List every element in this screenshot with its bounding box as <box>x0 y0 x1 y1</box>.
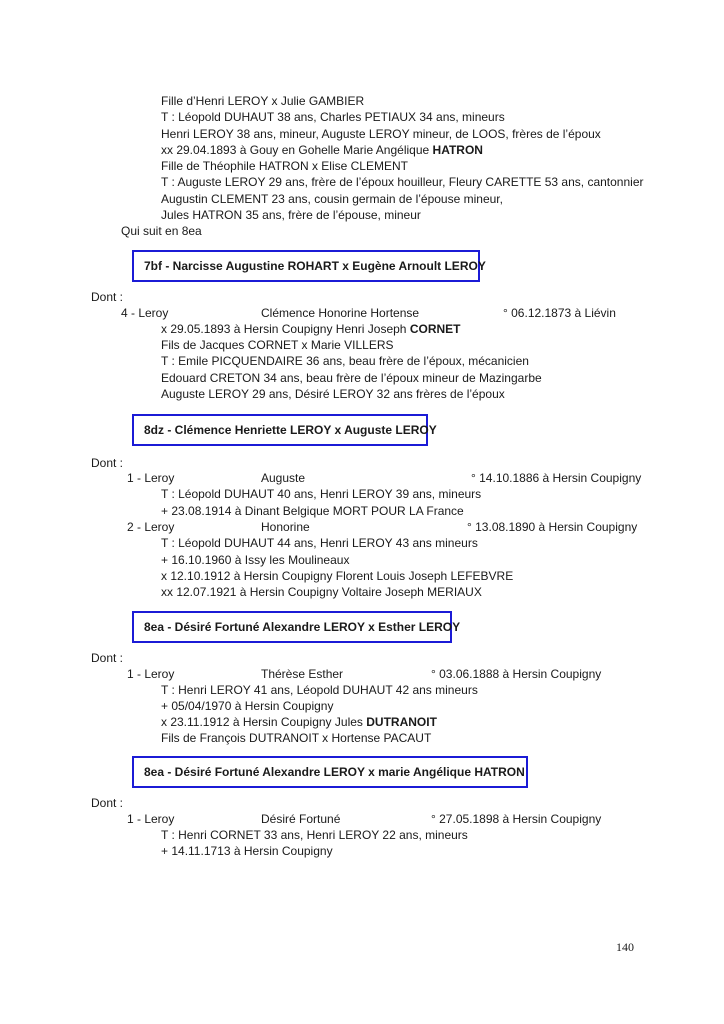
text-segment: x 29.05.1893 à Hersin Coupigny Henri Joseph <box>161 322 410 336</box>
text-line: Auguste LEROY 29 ans, Désiré LEROY 32 ans frères de l’époux <box>161 387 505 401</box>
text-line: T : Léopold DUHAUT 44 ans, Henri LEROY 43 ans mineurs <box>161 536 478 550</box>
text-line <box>161 714 437 730</box>
text-line: Qui suit en 8ea <box>121 224 202 238</box>
section-heading-box: 8ea - Désiré Fortuné Alexandre LEROY x Esther LEROY <box>132 611 452 643</box>
text-line <box>161 142 483 158</box>
child-birth: ° 03.06.1888 à Hersin Coupigny <box>431 667 602 681</box>
text-segment: x 23.11.1912 à Hersin Coupigny Jules <box>161 715 367 729</box>
child-name: Auguste <box>261 471 306 485</box>
child-birth: ° 13.08.1890 à Hersin Coupigny <box>467 520 638 534</box>
bold-name: CORNET <box>409 322 461 336</box>
text-line: Fils de François DUTRANOIT x Hortense PACAUT <box>161 731 432 745</box>
text-line: Augustin CLEMENT 23 ans, cousin germain de l’épouse mineur, <box>161 192 503 206</box>
text-line: T : Henri CORNET 33 ans, Henri LEROY 22 ans, mineurs <box>161 828 468 842</box>
text-line <box>161 321 461 337</box>
child-name: Désiré Fortuné <box>261 812 341 826</box>
text-line: Edouard CRETON 34 ans, beau frère de l’époux mineur de Mazingarbe <box>161 371 542 385</box>
text-line: T : Emile PICQUENDAIRE 36 ans, beau frère de l’époux, mécanicien <box>161 354 529 368</box>
dont-label: Dont : <box>91 796 124 810</box>
text-line: Fille de Théophile HATRON x Elise CLEMENT <box>161 159 408 173</box>
dont-label: Dont : <box>91 456 124 470</box>
text-line: T : Léopold DUHAUT 38 ans, Charles PETIAUX 34 ans, mineurs <box>161 110 505 124</box>
child-number: 4 - Leroy <box>121 306 169 320</box>
child-number: 1 - Leroy <box>127 667 175 681</box>
child-name: Honorine <box>261 520 310 534</box>
page-number: 140 <box>616 940 634 954</box>
text-line: Henri LEROY 38 ans, mineur, Auguste LEROY mineur, de LOOS, frères de l’époux <box>161 127 601 141</box>
text-line: T : Henri LEROY 41 ans, Léopold DUHAUT 42 ans mineurs <box>161 683 478 697</box>
text-line: + 14.11.1713 à Hersin Coupigny <box>161 844 333 858</box>
text-line: Fille d’Henri LEROY x Julie GAMBIER <box>161 94 365 108</box>
child-birth: ° 14.10.1886 à Hersin Coupigny <box>471 471 642 485</box>
text-segment: xx 29.04.1893 à Gouy en Gohelle Marie Angélique <box>161 143 433 157</box>
text-line: T : Auguste LEROY 29 ans, frère de l’époux houilleur, Fleury CARETTE 53 ans, cantonnier <box>161 175 644 189</box>
child-name: Clémence Honorine Hortense <box>261 306 420 320</box>
text-line: Fils de Jacques CORNET x Marie VILLERS <box>161 338 394 352</box>
child-birth: ° 06.12.1873 à Liévin <box>503 306 616 320</box>
section-heading-box: 8dz - Clémence Henriette LEROY x Auguste LEROY <box>132 414 428 446</box>
text-line: + 05/04/1970 à Hersin Coupigny <box>161 699 334 713</box>
text-line: + 23.08.1914 à Dinant Belgique MORT POUR LA France <box>161 504 464 518</box>
text-line: T : Léopold DUHAUT 40 ans, Henri LEROY 39 ans, mineurs <box>161 487 482 501</box>
text-line: Jules HATRON 35 ans, frère de l’épouse, mineur <box>161 208 421 222</box>
text-line: + 16.10.1960 à Issy les Moulineaux <box>161 553 350 567</box>
section-heading-box: 7bf - Narcisse Augustine ROHART x Eugène Arnoult LEROY <box>132 250 480 282</box>
child-birth: ° 27.05.1898 à Hersin Coupigny <box>431 812 602 826</box>
bold-name: HATRON <box>432 143 483 157</box>
child-number: 2 - Leroy <box>127 520 175 534</box>
section-heading-box: 8ea - Désiré Fortuné Alexandre LEROY x marie Angélique HATRON <box>132 756 528 788</box>
child-number: 1 - Leroy <box>127 471 175 485</box>
child-name: Thérèse Esther <box>261 667 344 681</box>
dont-label: Dont : <box>91 651 124 665</box>
text-line: xx 12.07.1921 à Hersin Coupigny Voltaire Joseph MERIAUX <box>161 585 482 599</box>
text-line: x 12.10.1912 à Hersin Coupigny Florent Louis Joseph LEFEBVRE <box>161 569 514 583</box>
bold-name: DUTRANOIT <box>366 715 437 729</box>
dont-label: Dont : <box>91 290 124 304</box>
child-number: 1 - Leroy <box>127 812 175 826</box>
